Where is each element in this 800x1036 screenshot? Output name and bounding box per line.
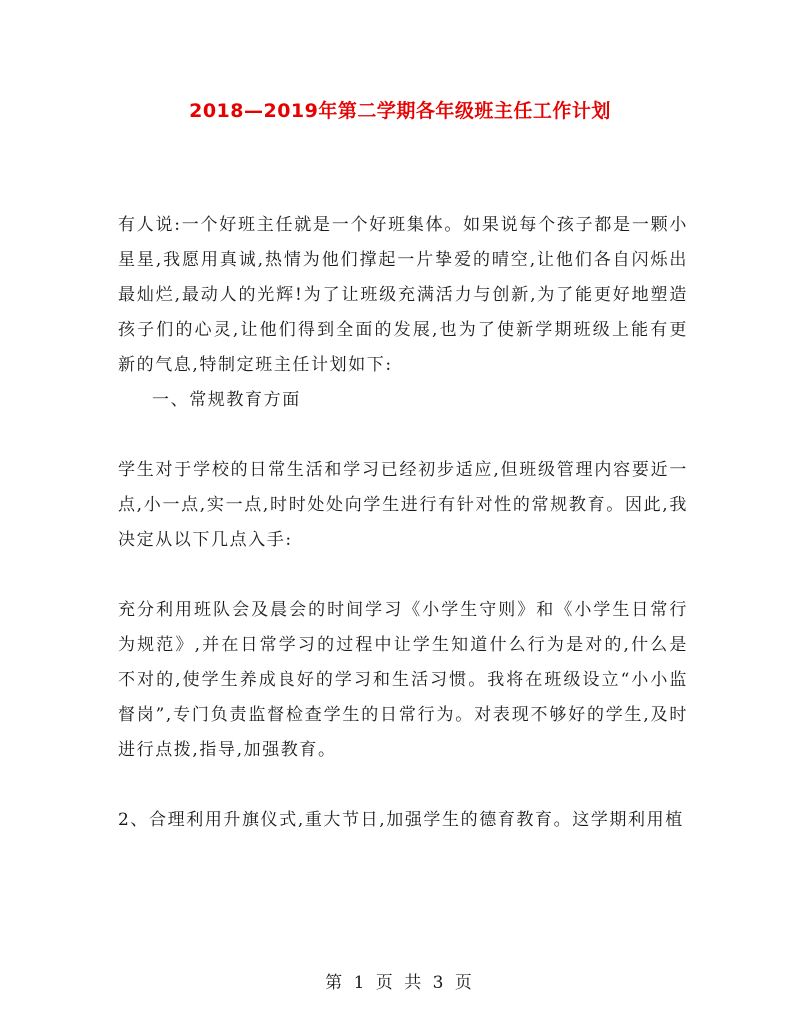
document-title: 2018—2019年第二学期各年级班主任工作计划 bbox=[189, 100, 611, 122]
section-paragraph: 学生对于学校的日常生活和学习已经初步适应,但班级管理内容要近一点,小一点,实一点,时时处处向学生进行有针对性的常规教育。因此,我决定从以下几点入手: bbox=[118, 460, 688, 550]
document-body bbox=[118, 208, 688, 838]
page-number-footer: 第 1 页 共 3 页 bbox=[325, 973, 475, 993]
paragraph-spacer bbox=[118, 558, 688, 593]
paragraph-spacer bbox=[118, 768, 688, 803]
list-item-paragraph: 充分利用班队会及晨会的时间学习《小学生守则》和《小学生日常行为规范》,并在日常学习的过程中让学生知道什么行为是对的,什么是不对的,使学生养成良好的学习和生活习惯。我将在班级设立“小小监督岗”,专门负责监督检查学生的日常行为。对表现不够好的学生,及时进行点拨,指导,加强教育。 bbox=[118, 600, 688, 760]
section-heading: 一、常规教育方面 bbox=[152, 390, 301, 410]
intro-paragraph: 有人说:一个好班主任就是一个好班集体。如果说每个孩子都是一颗小星星,我愿用真诚,热情为他们撑起一片挚爱的晴空,让他们各自闪烁出最灿烂,最动人的光辉!为了让班级充满活力与创新,为了能更好地塑造孩子们的心灵,让他们得到全面的发展,也为了使新学期班级上能有更新的气息,特制定班主任计划如下: bbox=[118, 215, 688, 375]
list-item-paragraph: 2、合理利用升旗仪式,重大节日,加强学生的德育教育。这学期利用植 bbox=[118, 810, 684, 830]
paragraph-spacer bbox=[118, 418, 688, 453]
